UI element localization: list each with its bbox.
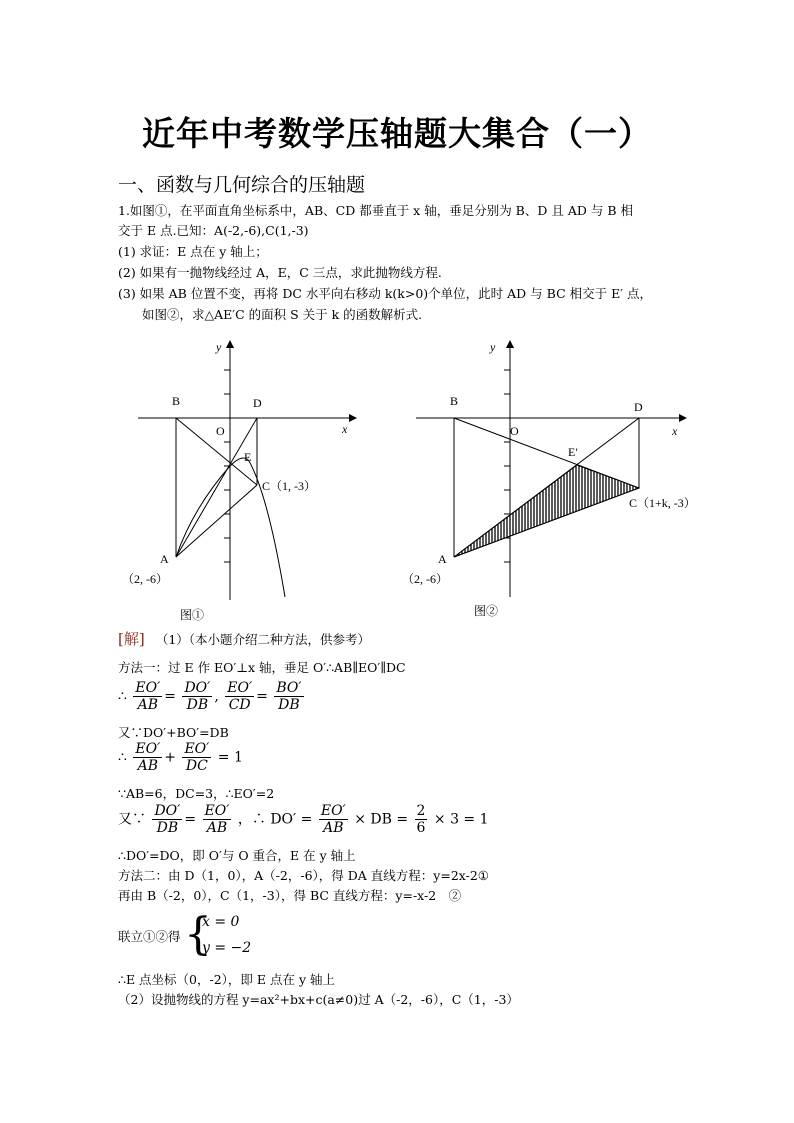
question-1: (1) 求证：E 点在 y 轴上；: [118, 244, 268, 259]
fig1-label-e: E: [244, 450, 252, 464]
section-heading: 一、函数与几何综合的压轴题: [118, 174, 366, 196]
fig2-label-e: E′: [568, 445, 578, 459]
coincide-line: ∴DO′=DO，即 O′与 O 重合，E 在 y 轴上: [118, 848, 356, 863]
fig1-segment-ac: [176, 485, 257, 557]
again-line-1: 又∵DO′+BO′=DB: [118, 725, 229, 740]
frac-num: DO′: [154, 803, 181, 819]
fig1-label-x: x: [342, 422, 348, 436]
frac-num: BO′: [276, 680, 302, 696]
sum-equation: ∴ $\frac{EO'}{AB}$ + $\frac{EO'}{DC}$ = 1: [118, 741, 243, 774]
fig2-label-x: x: [672, 424, 678, 438]
fig1-label-y: y: [216, 340, 222, 354]
fig2-label-b: B: [450, 394, 459, 408]
problem-line-2: 交于 E 点.已知：A(-2,-6),C(1,-3): [118, 223, 309, 238]
fig2-label-c: C（1+k, -3）: [629, 496, 696, 510]
equals-one: = 1: [217, 749, 243, 766]
frac-den: DB: [156, 820, 179, 836]
therefore-sign: ∴: [118, 688, 127, 705]
method-2: 方法二：由 D（1，0），A（-2，-6），得 DA 直线方程：y=2x-2①: [118, 868, 489, 883]
fig2-label-a: A: [438, 552, 447, 566]
fig1-label-d: D: [253, 396, 262, 410]
frac-num: EO′: [227, 680, 253, 696]
frac-num: DO′: [184, 680, 211, 696]
ratio-equation-1: ∴ $\frac{EO'}{AB}$ = $\frac{DO'}{DB}$ , $\frac{EO'}{CD}$ = $\frac{BO'}{DB}$: [118, 680, 302, 713]
fig1-segment-ad: [176, 418, 257, 557]
fig2-caption: 图②: [474, 604, 499, 618]
frac-num: EO′: [184, 741, 210, 757]
page-title: 近年中考数学压轴题大集合（一）: [142, 114, 652, 153]
fig2-shaded-triangle: [454, 465, 639, 557]
do-equation: 又∵ $\frac{DO'}{DB}$ = $\frac{EO'}{AB}$ ，∴ DO′ = $\frac{EO'}{AB}$ × DB = $\frac{2}{6}$ × 3 = 1: [118, 803, 489, 836]
frac-den: DB: [186, 697, 209, 713]
frac-den: AB: [137, 697, 159, 713]
frac-den: 6: [416, 820, 426, 836]
fig2-label-d: D: [634, 400, 643, 414]
question-3-cont: 如图②，求△AE′C 的面积 S 关于 k 的函数解析式.: [142, 307, 423, 322]
frac-den: AB: [323, 820, 344, 836]
solution-tag: [解]: [118, 630, 145, 648]
e-coord-line: ∴E 点坐标（0，-2），即 E 点在 y 轴上: [118, 972, 336, 987]
frac-den: DB: [278, 697, 300, 713]
frac-den: AB: [206, 820, 228, 836]
fig1-label-a-coord: （2, -6）: [122, 572, 168, 586]
method-1: 方法一：过 E 作 EO′⊥x 轴，垂足 O′∴AB∥EO′∥DC: [118, 660, 406, 675]
fig1-label-a: A: [160, 552, 169, 566]
fig1-label-b: B: [172, 394, 181, 408]
fig1-caption: 图①: [180, 608, 205, 622]
solution-part1: （1）（本小题介绍二种方法，供参考）: [155, 632, 371, 647]
frac-num: 2: [416, 803, 426, 819]
do-prime-text: ，∴ DO′ =: [237, 811, 313, 828]
fig2-label-y: y: [490, 340, 496, 354]
because-line: ∵AB=6，DC=3，∴EO′=2: [118, 786, 275, 801]
frac-num: EO′: [320, 803, 346, 819]
part-2: （2）设抛物线的方程 y=ax²+bx+c(a≠0)过 A（-2，-6），C（1，-3）: [118, 992, 519, 1007]
question-2: (2) 如果有一抛物线经过 A，E，C 三点，求此抛物线方程.: [118, 265, 442, 280]
result-text: × 3 = 1: [433, 811, 489, 828]
method-2-cont: 再由 B（-2，0），C（1，-3），得 BC 直线方程：y=-x-2 ②: [118, 888, 462, 903]
figure-2: [398, 335, 708, 630]
solution-heading: [118, 628, 370, 649]
fig2-label-o: O: [510, 424, 519, 438]
times-text: × DB =: [354, 811, 409, 828]
fig1-label-c: C（1, -3）: [262, 479, 317, 493]
frac-den: CD: [228, 697, 251, 713]
fig1-label-o: O: [216, 424, 225, 438]
question-3: (3) 如果 AB 位置不变，再将 DC 水平向右移动 k(k>0)个单位，此时 AD 与 BC 相交于 E′ 点，: [118, 286, 653, 301]
frac-den: AB: [137, 758, 159, 774]
fig2-label-a-coord: （2, -6）: [402, 572, 448, 586]
system-label: 联立①②得: [118, 929, 181, 944]
system-eq-1: x = 0: [202, 914, 240, 930]
problem-line-1: 1.如图①，在平面直角坐标系中，AB、CD 都垂直于 x 轴，垂足分别为 B、D 且 AD 与 B 相: [118, 203, 633, 218]
figure-1: [120, 335, 370, 630]
fig2-segment-bc: [454, 418, 639, 488]
system-brace: {: [184, 909, 212, 960]
system-eq-2: y = −2: [202, 940, 252, 956]
again-text: 又∵: [118, 811, 146, 828]
frac-num: EO′: [204, 803, 230, 819]
therefore-sign: ∴: [118, 749, 127, 766]
frac-num: EO′: [135, 680, 161, 696]
frac-den: DC: [185, 758, 208, 774]
frac-num: EO′: [135, 741, 161, 757]
